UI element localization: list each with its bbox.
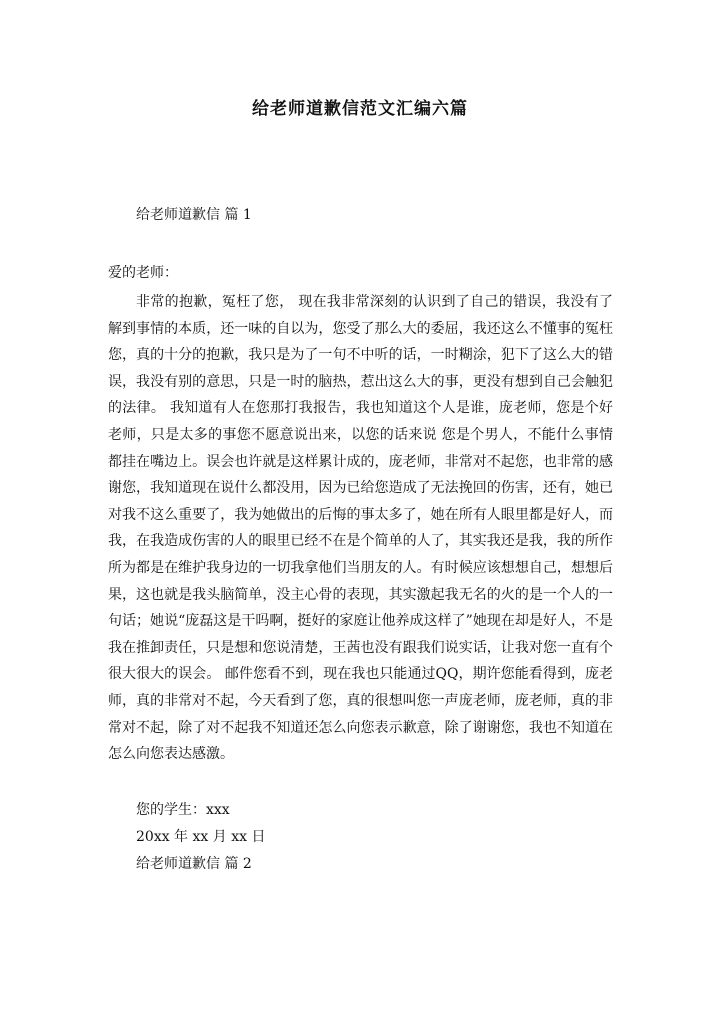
date-line: 20xx 年 xx 月 xx 日 (136, 829, 266, 845)
signature: 您的学生：xxx (136, 802, 230, 818)
section-1-heading: 给老师道歉信 篇 1 (136, 207, 252, 223)
document-title: 给老师道歉信范文汇编六篇 (252, 99, 468, 119)
letter-body-paragraph: 非常的抱歉，冤枉了您， 现在我非常深刻的认识到了自己的错误，我没有了解到事情的本质，还一味的自以为，您受了那么大的委屈，我还这么不懂事的冤枉您，真的十分的抱歉，我只是为了一句不中听的话，一时糊涂，犯下了这么大的错误，我没有别的意思，只是一时的脑热，惹出这么大的事，更没有想到自己会触犯的法律。 我知道有人在您那打我报告，我也知道这个人是谁，庞老师，您是个好老师，只是太多的事您不愿意说出来，以您的话来说 您是个男人，不能什么事情都挂在嘴边上。误会也许就是这样累计成的，庞老师，非常对不起您，也非常的感谢您，我知道现在说什么都没用，因为已给您造成了无法挽回的伤害，还有，她已对我不这么重要了，我为她做出的后悔的事太多了，她在所有人眼里都是好人，而我，在我造成伤害的人的眼里已经不在是个简单的人了，其实我还是我，我的所作所为都是在维护我身边的一切我拿他们当朋友的人。有时候应该想想自己，想想后果，这也就是我头脑简单，没主心骨的表现，其实激起我无名的火的是一个人的一句话；她说“庞磊这是干吗啊，挺好的家庭让他养成这样了”她现在却是好人，不是我在推卸责任，只是想和您说清楚，王茜也没有跟我们说实话，让我对您一直有个很大很大的误会。 邮件您看不到，现在我也只能通过QQ，期许您能看得到，庞老师，真的非常对不起，今天看到了您，真的很想叫您一声庞老师，庞老师，真的非常对不起，除了对不起我不知道还怎么向您表示歉意，除了谢谢您，我也不知道在怎么向您表达感激。 (108, 294, 613, 763)
salutation: 爱的老师： (108, 265, 178, 281)
section-2-heading: 给老师道歉信 篇 2 (136, 856, 252, 872)
